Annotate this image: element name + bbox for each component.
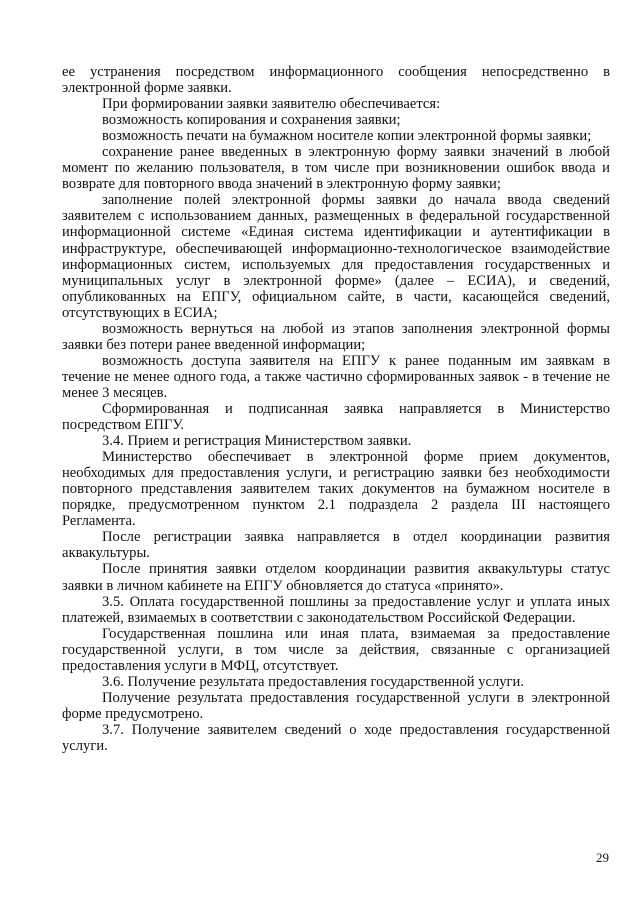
paragraph: 3.7. Получение заявителем сведений о ходе предоставления государственной услуги. — [62, 721, 610, 754]
paragraph: ее устранения посредством информационного сообщения непосредственно в электронной форме заявки. — [62, 64, 610, 97]
page-number: 29 — [596, 850, 609, 865]
paragraph: заполнение полей электронной формы заявки до начала ввода сведений заявителем с использованием данных, размещенных в федеральной государственной информационной системе «Единая система идентификации и аутентификации в инфраструктуре, обеспечивающей информационно-технологическое взаимодействие информационных систем, используемых для предоставления государственных и муниципальных услуг в электронной форме» (далее – ЕСИА), и сведений, опубликованных на ЕПГУ, официальном сайте, в части, касающейся сведений, отсутствующих в ЕСИА; — [62, 192, 610, 321]
paragraph: После регистрации заявка направляется в отдел координации развития аквакультуры. — [62, 529, 610, 562]
paragraph: Министерство обеспечивает в электронной форме прием документов, необходимых для предоставления услуги, и регистрацию заявки без необходимости повторного представления заявителем таких документов на бумажном носителе в порядке, предусмотренном пунктом 2.1 подраздела 2 раздела III настоящего Регламента. — [62, 449, 610, 530]
paragraph: Государственная пошлина или иная плата, взимаемая за предоставление государственной услуги, в том числе за действия, связанные с организацией предоставления услуги в МФЦ, отсутствует. — [62, 625, 610, 674]
paragraph: 3.6. Получение результата предоставления государственной услуги. — [102, 673, 524, 690]
paragraph: возможность печати на бумажном носителе копии электронной формы заявки; — [102, 128, 592, 145]
document-body — [62, 64, 610, 754]
paragraph: возможность вернуться на любой из этапов заполнения электронной формы заявки без потери ранее введенной информации; — [62, 320, 610, 353]
paragraph: 3.4. Прием и регистрация Министерством заявки. — [102, 433, 412, 450]
paragraph: После принятия заявки отделом координации развития аквакультуры статус заявки в личном кабинете на ЕПГУ обновляется до статуса «принято». — [62, 561, 610, 594]
paragraph: 3.5. Оплата государственной пошлины за предоставление услуг и уплата иных платежей, взимаемых в соответствии с законодательством Российской Федерации. — [62, 593, 610, 626]
paragraph: возможность доступа заявителя на ЕПГУ к ранее поданным им заявкам в течение не менее одного года, а также частично сформированных заявок - в течение не менее 3 месяцев. — [62, 352, 610, 401]
paragraph: сохранение ранее введенных в электронную форму заявки значений в любой момент по желанию пользователя, в том числе при возникновении ошибок ввода и возврате для повторного ввода значений в электронную форму заявки; — [62, 144, 610, 193]
paragraph: Сформированная и подписанная заявка направляется в Министерство посредством ЕПГУ. — [62, 400, 610, 434]
paragraph: возможность копирования и сохранения заявки; — [102, 112, 401, 129]
paragraph: Получение результата предоставления государственной услуги в электронной форме предусмотрено. — [62, 689, 610, 722]
paragraph: При формировании заявки заявителю обеспечивается: — [102, 96, 441, 113]
